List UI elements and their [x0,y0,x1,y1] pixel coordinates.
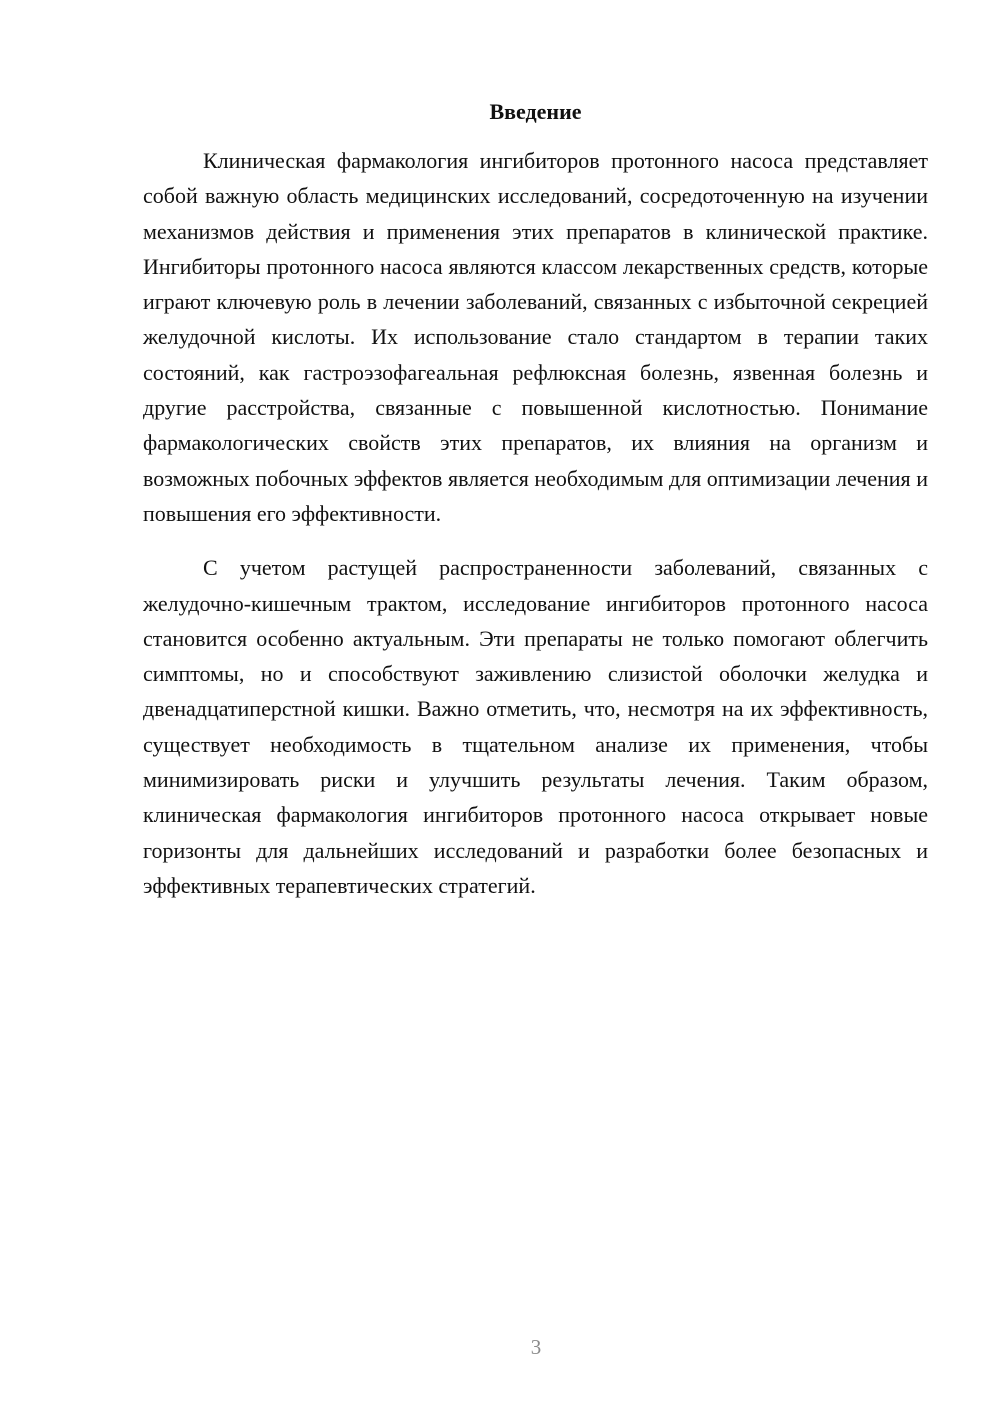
section-title: Введение [489,99,582,124]
paragraph-1: Клиническая фармакология ингибиторов протонного насоса представляет собой важную область медицинских исследований, сосредоточенную на изучении механизмов действия и применения этих препаратов в клинической практике. Ингибиторы протонного насоса являются классом лекарственных средств, которые играют ключевую роль в лечении заболеваний, связанных с избыточной секрецией желудочной кислоты. Их использование стало стандартом в терапии таких состояний, как гастроэзофагеальная рефлюксная болезнь, язвенная болезнь и другие расстройства, связанные с повышенной кислотностью. Понимание фармакологических свойств этих препаратов, их влияния на организм и возможных побочных эффектов является необходимым для оптимизации лечения и повышения его эффективности. [143,148,928,526]
document-body [143,96,928,903]
page-number: 3 [530,1335,542,1359]
paragraph-2: С учетом растущей распространенности заболеваний, связанных с желудочно-кишечным трактом, исследование ингибиторов протонного насоса становится особенно актуальным. Эти препараты не только помогают облегчить симптомы, но и способствуют заживлению слизистой оболочки желудка и двенадцатиперстной кишки. Важно отметить, что, несмотря на их эффективность, существует необходимость в тщательном анализе их применения, чтобы минимизировать риски и улучшить результаты лечения. Таким образом, клиническая фармакология ингибиторов протонного насоса открывает новые горизонты для дальнейших исследований и разработки более безопасных и эффективных терапевтических стратегий. [143,555,928,898]
